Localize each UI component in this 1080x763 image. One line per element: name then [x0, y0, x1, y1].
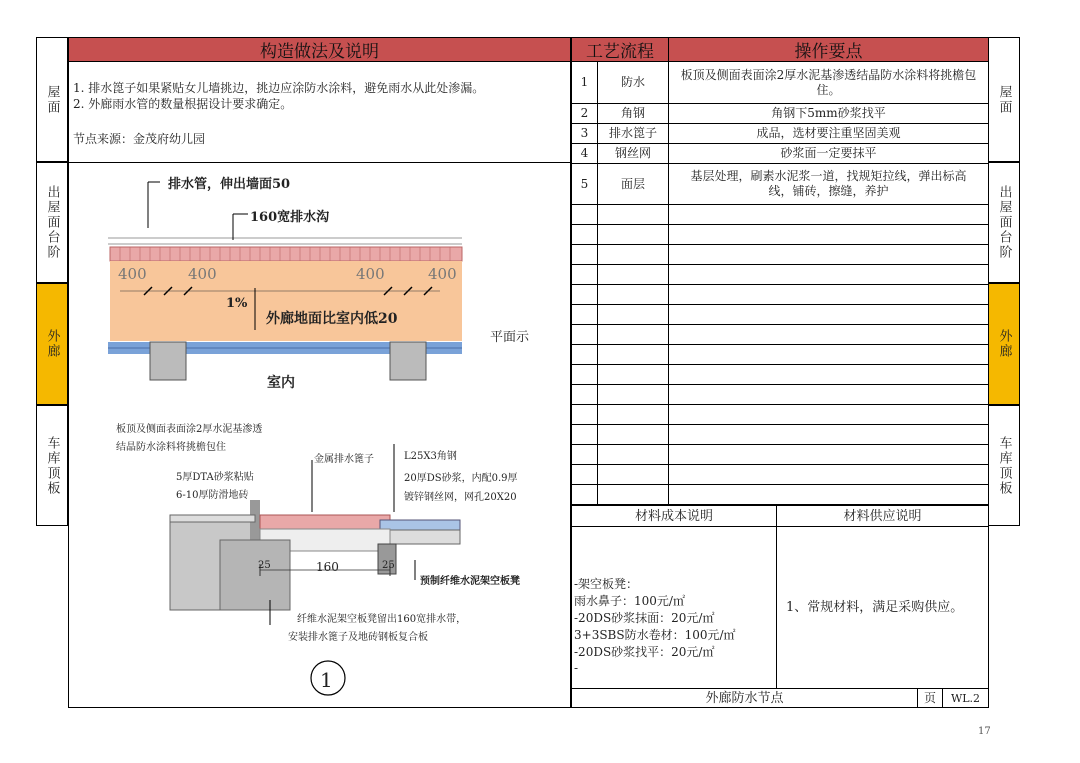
cost-line-6: - — [574, 661, 579, 675]
cost-line-4: 3+3SBS防水卷材：100元/㎡ — [574, 628, 736, 642]
left-tab-corridor[interactable]: 外廊 — [36, 283, 68, 405]
empty-col-2 — [668, 204, 669, 506]
note-board: 预制纤维水泥架空板凳 — [420, 576, 520, 587]
notes-divider — [68, 162, 571, 163]
step-2-desc: 角钢下5mm砂浆找平 — [668, 103, 989, 124]
dim-160: 160 — [316, 560, 339, 574]
note-mesh-2: 镀锌钢丝网，网孔20X20 — [404, 492, 517, 503]
step-4-no: 4 — [571, 143, 598, 164]
cost-line-1: -架空板凳： — [574, 577, 639, 591]
indoor-label: 室内 — [267, 375, 295, 391]
note-line-1: 1. 排水箆子如果紧贴女儿墙挑边，挑边应涂防水涂料，避免雨水从此处渗漏。 — [73, 81, 485, 95]
dim-400-4: 400 — [428, 265, 457, 283]
empty-rows — [571, 204, 989, 506]
material-supply-header: 材料供应说明 — [776, 505, 989, 527]
detail-number: 1 — [320, 668, 333, 692]
footer-page-label: 页 — [917, 688, 943, 708]
note-mortar: 5厚DTA砂浆粘贴 — [176, 472, 254, 483]
step-4-desc: 砂浆面一定要抹平 — [668, 143, 989, 164]
step-1-no: 1 — [571, 61, 598, 104]
material-cost-header: 材料成本说明 — [571, 505, 777, 527]
footer-title: 外廊防水节点 — [571, 688, 918, 708]
dim-400-1: 400 — [118, 265, 147, 283]
left-header: 构造做法及说明 — [68, 37, 571, 62]
note-mesh-1: 20厚DS砂浆，内配0.9厚 — [404, 473, 518, 484]
label-ditch: 160宽排水沟 — [250, 210, 330, 225]
note-tile: 6-10厚防滑地砖 — [176, 490, 249, 501]
dim-400-2: 400 — [188, 265, 217, 283]
slope-label: 1% — [226, 296, 248, 311]
dim-400-3: 400 — [356, 265, 385, 283]
note-bottom-2: 安装排水篦子及地砖钢板复合板 — [288, 632, 428, 643]
step-5-name: 面层 — [597, 163, 669, 205]
ops-header: 操作要点 — [668, 37, 989, 62]
step-3-desc: 成品，选材要注重坚固美观 — [668, 123, 989, 144]
label-pipe: 排水管，伸出墙面50 — [168, 177, 291, 192]
note-top: 板顶及侧面表面涂2厚水泥基渗透 — [116, 424, 263, 435]
step-3-no: 3 — [571, 123, 598, 144]
right-tab-corridor[interactable]: 外廊 — [988, 283, 1020, 405]
step-1-desc: 板顶及侧面表面涂2厚水泥基渗透结晶防水涂料将挑檐包住。 — [668, 61, 989, 104]
page-number: 17 — [978, 726, 991, 737]
cost-line-2: 雨水鼻子：100元/㎡ — [574, 594, 685, 608]
left-tab-roof[interactable]: 屋面 — [36, 37, 68, 162]
step-1-name: 防水 — [597, 61, 669, 104]
right-tab-garage-roof[interactable]: 车库顶板 — [988, 405, 1020, 526]
cost-line-3: -20DS砂浆抹面：20元/㎡ — [574, 611, 715, 625]
note-bottom-1: 纤维水泥架空板凳留出160宽排水带， — [297, 614, 467, 625]
step-5-desc: 基层处理，刷素水泥浆一道，找规矩拉线，弹出标高线，铺砖，擦缝，养护 — [668, 163, 989, 205]
step-2-name: 角钢 — [597, 103, 669, 124]
step-5-no: 5 — [571, 163, 598, 205]
note-top2: 结晶防水涂料将挑檐包住 — [116, 442, 226, 453]
left-tab-garage-roof[interactable]: 车库顶板 — [36, 405, 68, 526]
step-3-name: 排水箆子 — [597, 123, 669, 144]
plan-caption: 平面示 — [490, 330, 530, 345]
footer-page-code: WL.2 — [942, 688, 989, 708]
supply-note: 1、常规材料，满足采购供应。 — [786, 600, 964, 615]
right-tab-roof[interactable]: 屋面 — [988, 37, 1020, 162]
left-tab-roof-steps[interactable]: 出屋面台阶 — [36, 162, 68, 283]
note-angle: L25X3角钢 — [404, 451, 457, 462]
dim-25-b: 25 — [382, 560, 395, 571]
empty-col-1 — [597, 204, 598, 506]
dim-25-a: 25 — [258, 560, 271, 571]
note-source: 节点来源：金茂府幼儿园 — [73, 132, 206, 146]
right-tab-roof-steps[interactable]: 出屋面台阶 — [988, 162, 1020, 283]
note-grate: 金属排水篦子 — [314, 454, 374, 465]
cost-line-5: -20DS砂浆找平：20元/㎡ — [574, 645, 715, 659]
step-4-name: 钢丝网 — [597, 143, 669, 164]
note-line-2: 2. 外廊雨水管的数量根据设计要求确定。 — [73, 97, 293, 111]
plan-drawing — [100, 170, 570, 400]
floor-note: 外廊地面比室内低20 — [266, 311, 398, 327]
step-2-no: 2 — [571, 103, 598, 124]
process-header: 工艺流程 — [571, 37, 669, 62]
